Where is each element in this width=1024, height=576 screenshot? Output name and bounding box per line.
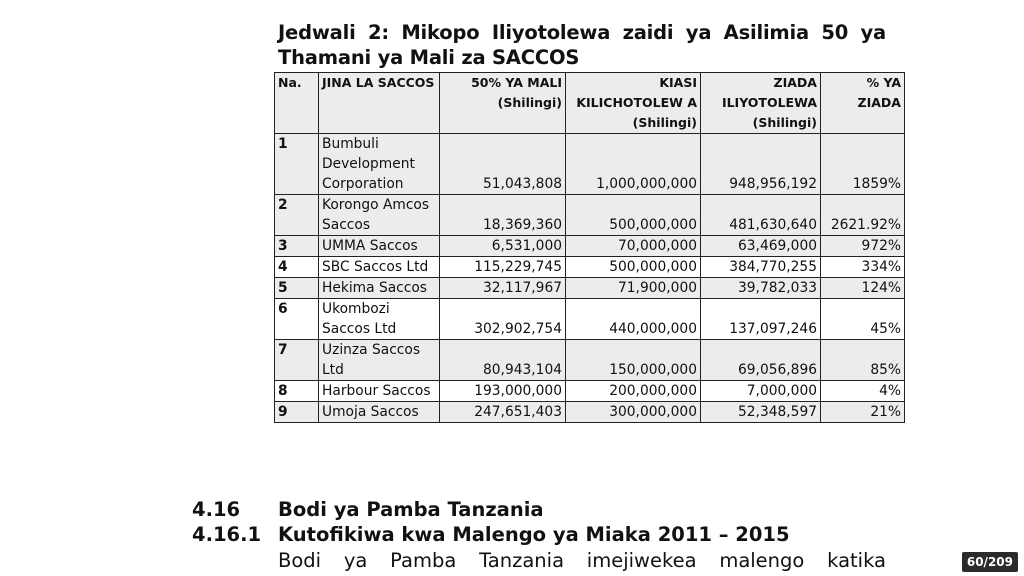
excess-percent-value-cell: 1859% <box>821 134 905 195</box>
excess-issued-value-cell: 52,348,597 <box>701 402 821 423</box>
row-number-cell: 1 <box>275 134 319 195</box>
excess-issued-value-cell: 137,097,246 <box>701 299 821 340</box>
amount-issued-value-cell: 200,000,000 <box>566 381 701 402</box>
table-row <box>275 402 905 423</box>
table-row <box>275 340 905 381</box>
row-number-cell: 4 <box>275 257 319 278</box>
half-assets-value-cell: 18,369,360 <box>440 195 566 236</box>
section-title: Bodi ya Pamba Tanzania <box>278 498 544 521</box>
table-title <box>278 20 886 70</box>
excess-percent-value-cell: 334% <box>821 257 905 278</box>
table-row <box>275 381 905 402</box>
half-assets-value-cell: 6,531,000 <box>440 236 566 257</box>
amount-issued-value-cell: 500,000,000 <box>566 257 701 278</box>
amount-issued-value-cell: 71,900,000 <box>566 278 701 299</box>
saccos-name-cell: Harbour Saccos <box>319 381 440 402</box>
saccos-name-cell: SBC Saccos Ltd <box>319 257 440 278</box>
excess-percent-value-cell: 85% <box>821 340 905 381</box>
amount-issued-value-cell: 440,000,000 <box>566 299 701 340</box>
table-row <box>275 278 905 299</box>
excess-issued-value-cell: 39,782,033 <box>701 278 821 299</box>
table-row <box>275 299 905 340</box>
table-row <box>275 257 905 278</box>
row-number-cell: 3 <box>275 236 319 257</box>
half-assets-value-cell: 247,651,403 <box>440 402 566 423</box>
table-title-line-2: Thamani ya Mali za SACCOS <box>278 46 580 69</box>
excess-issued-value-cell: 948,956,192 <box>701 134 821 195</box>
saccos-name-cell: Uzinza Saccos Ltd <box>319 340 440 381</box>
page-number-badge: 60/209 <box>962 552 1018 572</box>
half-assets-value-cell: 115,229,745 <box>440 257 566 278</box>
saccos-loans-table <box>274 72 905 423</box>
row-number-cell: 5 <box>275 278 319 299</box>
excess-percent-value-cell: 972% <box>821 236 905 257</box>
saccos-name-cell: Umoja Saccos <box>319 402 440 423</box>
amount-issued-value-cell: 500,000,000 <box>566 195 701 236</box>
amount-issued-value-cell: 300,000,000 <box>566 402 701 423</box>
header-amount-issued: KIASI KILICHOTOLEW A (Shilingi) <box>566 73 701 134</box>
header-half-assets: 50% YA MALI (Shilingi) <box>440 73 566 134</box>
excess-issued-value-cell: 63,469,000 <box>701 236 821 257</box>
excess-percent-value-cell: 124% <box>821 278 905 299</box>
excess-percent-value-cell: 4% <box>821 381 905 402</box>
half-assets-value-cell: 302,902,754 <box>440 299 566 340</box>
excess-issued-value-cell: 69,056,896 <box>701 340 821 381</box>
saccos-name-cell: UMMA Saccos <box>319 236 440 257</box>
header-excess-percent: % YA ZIADA <box>821 73 905 134</box>
row-number-cell: 8 <box>275 381 319 402</box>
saccos-name-cell: Korongo Amcos Saccos <box>319 195 440 236</box>
row-number-cell: 2 <box>275 195 319 236</box>
excess-percent-value-cell: 21% <box>821 402 905 423</box>
row-number-cell: 6 <box>275 299 319 340</box>
section-number: 4.16.1 <box>192 523 262 546</box>
half-assets-value-cell: 193,000,000 <box>440 381 566 402</box>
table-row <box>275 236 905 257</box>
table-row <box>275 195 905 236</box>
header-number: Na. <box>275 73 319 134</box>
amount-issued-value-cell: 1,000,000,000 <box>566 134 701 195</box>
saccos-name-cell: Ukombozi Saccos Ltd <box>319 299 440 340</box>
excess-issued-value-cell: 481,630,640 <box>701 195 821 236</box>
half-assets-value-cell: 80,943,104 <box>440 340 566 381</box>
section-number: 4.16 <box>192 498 241 521</box>
table-row <box>275 134 905 195</box>
header-saccos-name: JINA LA SACCOS <box>319 73 440 134</box>
row-number-cell: 7 <box>275 340 319 381</box>
table-title-line-1: Jedwali 2: Mikopo Iliyotolewa zaidi ya Asilimia 50 ya <box>278 21 886 44</box>
saccos-name-cell: Bumbuli Development Corporation <box>319 134 440 195</box>
saccos-name-cell: Hekima Saccos <box>319 278 440 299</box>
half-assets-value-cell: 51,043,808 <box>440 134 566 195</box>
excess-issued-value-cell: 384,770,255 <box>701 257 821 278</box>
table-header-row <box>275 73 905 134</box>
amount-issued-value-cell: 70,000,000 <box>566 236 701 257</box>
row-number-cell: 9 <box>275 402 319 423</box>
amount-issued-value-cell: 150,000,000 <box>566 340 701 381</box>
excess-percent-value-cell: 2621.92% <box>821 195 905 236</box>
half-assets-value-cell: 32,117,967 <box>440 278 566 299</box>
body-paragraph: Bodi ya Pamba Tanzania imejiwekea malengo katika <box>278 549 886 572</box>
section-title: Kutofikiwa kwa Malengo ya Miaka 2011 – 2015 <box>278 523 790 546</box>
excess-issued-value-cell: 7,000,000 <box>701 381 821 402</box>
header-excess-issued: ZIADA ILIYOTOLEWA (Shilingi) <box>701 73 821 134</box>
excess-percent-value-cell: 45% <box>821 299 905 340</box>
